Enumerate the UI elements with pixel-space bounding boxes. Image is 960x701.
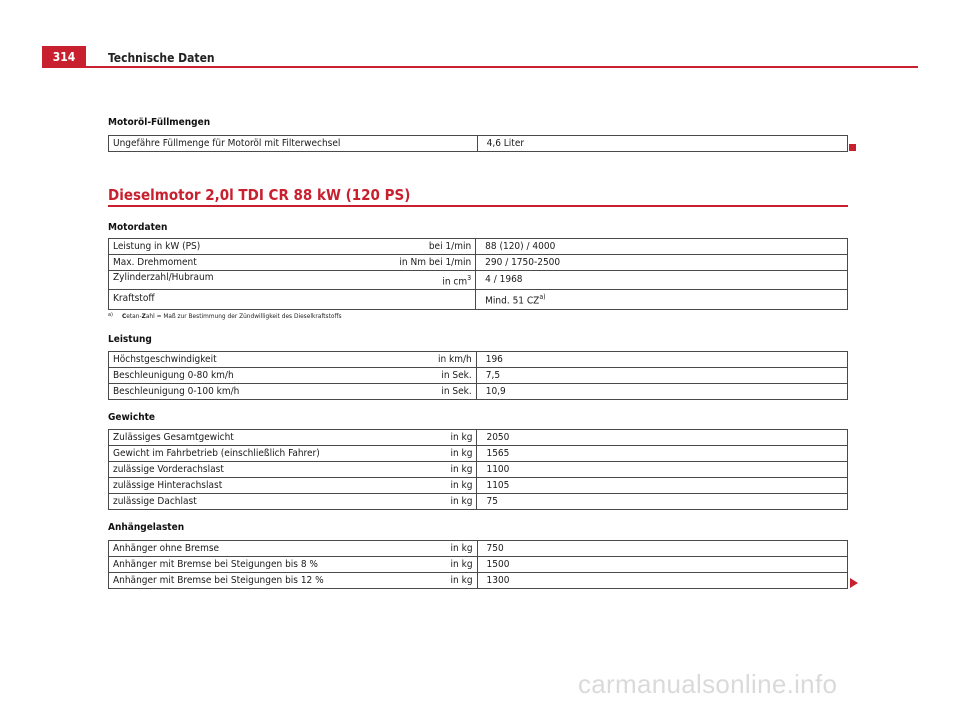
row-value: 7,5 [476,368,847,384]
gewichte-table [108,429,848,510]
row-value: 1105 [477,478,848,494]
row-value: 88 (120) / 4000 [476,239,848,255]
row-label-cell [109,255,476,271]
row-value: 196 [476,352,847,368]
row-label: zulässige Vorderachslast [113,463,224,475]
table-row [109,478,848,494]
leistung-table [108,351,848,400]
row-value-cell [476,290,848,309]
row-value: 1300 [477,573,847,589]
table-row [109,352,848,368]
table-row [109,239,848,255]
row-value: 10,9 [476,384,847,400]
row-label: Anhänger mit Bremse bei Steigungen bis 12 % [113,574,324,586]
header-title: Technische Daten [108,51,215,65]
table-row [109,446,848,462]
row-value: 290 / 1750-2500 [476,255,848,271]
row-label-cell [109,541,478,557]
row-unit: in kg [450,495,473,507]
row-label-cell [109,290,476,309]
row-unit: in kg [450,431,473,443]
anhaenger-heading: Anhängelasten [108,522,185,533]
row-value: 1500 [477,557,847,573]
engine-title: Dieselmotor 2,0l TDI CR 88 kW (120 PS) [108,186,411,204]
row-unit: bei 1/min [428,240,472,252]
unit-superscript: 3 [467,274,472,282]
row-label: Beschleunigung 0-100 km/h [113,385,240,397]
row-value: 1100 [477,462,848,478]
row-value-text: 4 / 1968 [485,274,523,286]
table-row [109,136,848,152]
row-value: 2050 [477,430,848,446]
row-label: zulässige Dachlast [113,495,197,507]
row-unit: in kg [450,447,473,459]
row-label: zulässige Hinterachslast [113,479,223,491]
engine-title-rule [108,205,848,207]
row-value-text: Mind. 51 CZ [485,295,540,307]
row-value: 4,6 Liter [477,136,847,152]
table-row [109,541,848,557]
row-label: Leistung in kW (PS) [113,240,201,252]
row-unit: in kg [450,542,473,554]
row-label: Beschleunigung 0-80 km/h [113,369,234,381]
oil-table [108,135,848,152]
row-unit: in Sek. [441,369,472,381]
row-label-cell [109,384,477,400]
anhaenger-table [108,540,848,589]
row-value: 750 [477,541,847,557]
motordaten-heading: Motordaten [108,222,168,233]
row-unit: in kg [450,574,473,586]
row-label-cell [109,462,477,478]
row-value [476,271,848,290]
row-unit: in kg [450,463,473,475]
row-label: Gewicht im Fahrbetrieb (einschließlich Fahrer) [113,447,320,459]
page-number: 314 [42,46,86,68]
motordaten-table [108,238,848,310]
table-row [109,462,848,478]
row-unit: in kg [450,558,473,570]
table-row [109,573,848,589]
footnote-z-letter: Z [141,312,146,320]
table-row [109,557,848,573]
row-label-cell [109,136,478,152]
row-unit-group [442,271,471,289]
row-label-cell [109,271,476,290]
row-label-cell [109,494,477,510]
row-unit: in Sek. [441,385,472,397]
row-label: Max. Drehmoment [113,256,197,268]
row-value: 75 [477,494,848,510]
row-label: Anhänger mit Bremse bei Steigungen bis 8 % [113,558,318,570]
footnote-c-letter: C [121,312,127,320]
table-row [109,384,848,400]
row-label-cell [109,430,477,446]
row-label: Ungefähre Füllmenge für Motoröl mit Filterwechsel [113,137,341,149]
row-label-cell [109,352,477,368]
footnote-z-rest: ahl = Maß zur Bestimmung der Zündwilligkeit des Dieselkraftstoffs [145,312,342,320]
row-label: Kraftstoff [113,293,155,305]
header-rule [86,66,918,68]
table-row [109,290,848,309]
row-label-cell [109,478,477,494]
table-row [109,271,848,290]
row-label-cell [109,573,478,589]
oil-heading: Motoröl-Füllmengen [108,117,211,128]
row-label-cell [109,239,476,255]
row-label: Zylinderzahl/Hubraum [113,272,214,283]
gewichte-heading: Gewichte [108,412,156,423]
row-label: Höchstgeschwindigkeit [113,353,217,365]
row-label-cell [109,557,478,573]
row-unit: in km/h [437,353,472,365]
table-row [109,494,848,510]
row-unit: in kg [450,479,473,491]
row-value: 1565 [477,446,848,462]
footnote-mark: a) [108,312,113,318]
leistung-heading: Leistung [108,334,152,345]
row-label-cell [109,446,477,462]
footnote [108,312,342,320]
table-row [109,430,848,446]
row-label: Anhänger ohne Bremse [113,542,220,554]
table-row [109,255,848,271]
watermark: carmanualsonline.info [578,669,838,699]
footnote-c-rest: etan- [126,312,142,320]
row-label: Zulässiges Gesamtgewicht [113,431,234,443]
continue-arrow-icon [850,578,858,588]
footnote-reference: a) [539,293,546,302]
end-of-section-square-icon [849,144,856,151]
table-row [109,368,848,384]
row-unit: in Nm bei 1/min [399,256,472,268]
row-label-cell [109,368,477,384]
row-unit: in cm [442,276,468,288]
